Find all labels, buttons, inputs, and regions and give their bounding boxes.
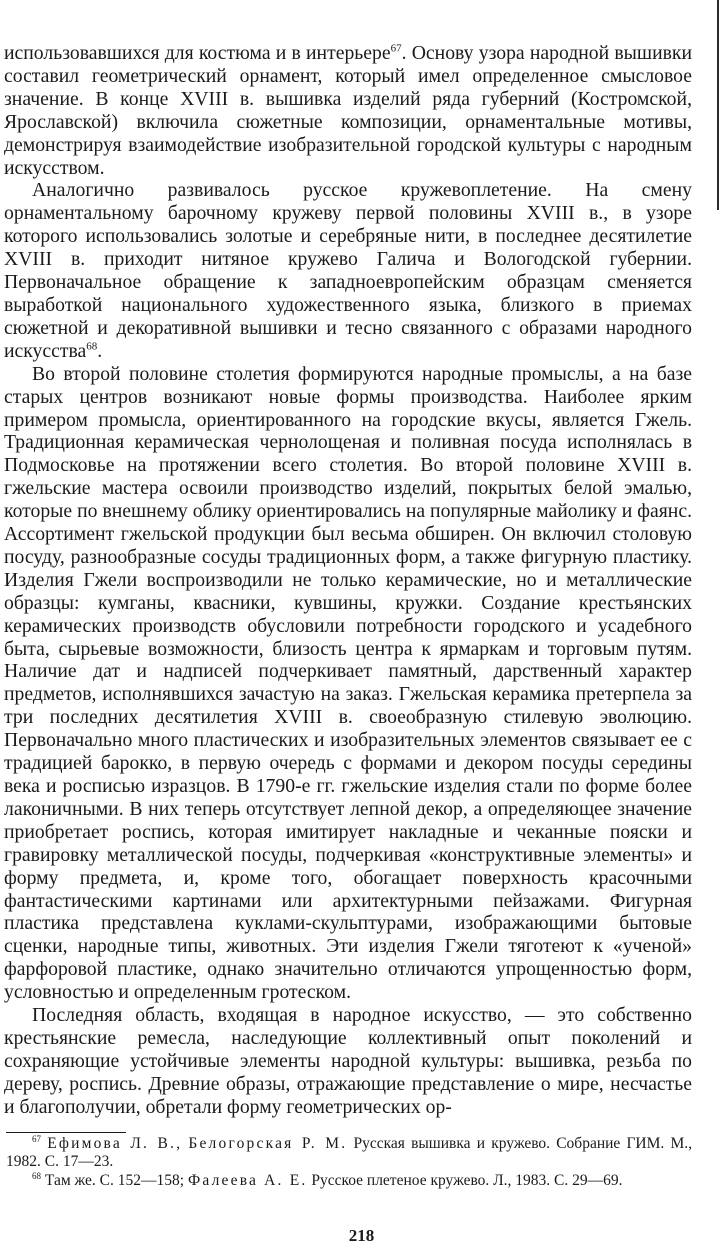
- page-edge-mark: [717, 0, 719, 210]
- paragraph-1-continuation: . Основу узора народной вышивки составил геометрический орнамент, который имел определенное смысловое значение. В конце XVIII в. вышивка изделий ряда губерний (Костромской, Ярославской) включила сюжетные композиции, орнаментальные мотивы, демонстрируя взаимодействие изобразительной городской культуры с народным искусством.: [4, 42, 692, 179]
- footnote-number: 67: [32, 1133, 41, 1144]
- paragraph-1-start: использовавшихся для костюма и в интерьере: [4, 42, 391, 64]
- footnote-text: Русская вышивка и кружево. Собрание ГИМ. М., 1982. С. 17—23.: [6, 1135, 692, 1171]
- footnotes: [6, 1135, 692, 1190]
- footnote-ref-67[interactable]: 67: [390, 42, 402, 55]
- footnote-number: 68: [32, 1170, 41, 1181]
- footnote-divider: [6, 1132, 126, 1133]
- page-body: [4, 42, 692, 1119]
- page-number: 218: [348, 1226, 375, 1245]
- paragraph-2-end: .: [97, 339, 103, 362]
- footnote-author: Фалеева А. Е.: [187, 1171, 308, 1189]
- footnote-author: Ефимова Л. В.,: [47, 1135, 183, 1152]
- footnote-ref-68[interactable]: 68: [86, 340, 98, 353]
- paragraph-2: [4, 179, 692, 362]
- footnote-author: Белогорская Р. М.: [188, 1135, 348, 1152]
- paragraph-4: Последняя область, входящая в народное искусство, — это собственно крестьянские ремесла, наследующие коллективный опыт поколений и сохраняющие устойчивые элементы народной культуры: вышивка, резьба по дереву, роспись. Древние образы, отражающие представление о мире, несчастье и благополучии, обретали форму геометрических ор-: [4, 1004, 692, 1118]
- footnote-text: Русское плетеное кружево. Л., 1983. С. 29—69.: [307, 1171, 623, 1189]
- footnote-68: [6, 1172, 692, 1190]
- paragraph-1: [4, 42, 692, 179]
- paragraph-3: Во второй половине столетия формируются народные промыслы, а на базе старых центров возникают новые формы производства. Наиболее ярким примером промысла, ориентированного на городские вкусы, является Гжель. Традиционная керамическая чернолощеная и поливная посуда исполнялась в Подмосковье на протяжении всего столетия. Во второй половине XVIII в. гжельские мастера освоили производство изделий, покрытых белой эмалью, которые по внешнему облику ориентировались на популярные майолику и фаянс. Ассортимент гжельской продукции был весьма обширен. Он включил столовую посуду, разнообразные сосуды традиционных форм, а также фигурную пластику. Изделия Гжели воспроизводили не только керамические, но и металлические образцы: кумганы, квасники, кувшины, кружки. Создание крестьянских керамических производств обусловили потребности городского и усадебного быта, сырьевые возможности, близость центра к ярмаркам и торговым путям. Наличие дат и надписей подчеркивает памятный, дарственный характер предметов, исполнявшихся зачастую на заказ. Гжельская керамика претерпела за три последних десятилетия XVIII в. своеобразную стилевую эволюцию. Первоначально много пластических и изобразительных элементов связывает ее с традицией барокко, в первую очередь с формами и декором посуды середины века и росписью изразцов. В 1790-е гг. гжельские изделия стали по форме более лаконичными. В них теперь отсутствует лепной декор, а определяющее значение приобретает роспись, которая имитирует накладные и чеканные пояски и гравировку металлической посуды, подчеркивая «конструктивные элементы» и форму предмета, и, кроме того, обогащает поверхность красочными фантастическими картинами или архитектурными пейзажами. Фигурная пластика представлена куклами-скульптурами, изображающими бытовые сценки, народные типы, животных. Эти изделия Гжели тяготеют к «ученой» фарфоровой пластике, однако значительно отличаются упрощенностью форм, условностью и определенным гротеском.: [4, 362, 692, 1004]
- paragraph-2-text: Аналогично развивалось русское кружевоплетение. На смену орнаментальному барочному кружеву первой половины XVIII в., в узоре которого использовались золотые и серебряные нити, в последнее десятилетие XVIII в. приходит нитяное кружево Галича и Вологодской губернии. Первоначальное обращение к западноевропейским образцам сменяется выработкой национального художественного языка, близкого в приемах сюжетной и декоративной вышивки и тесно связанного с образами народного искусства: [4, 179, 692, 362]
- footnote-67: [6, 1135, 692, 1172]
- footnote-prefix: Там же. С. 152—158;: [41, 1171, 188, 1189]
